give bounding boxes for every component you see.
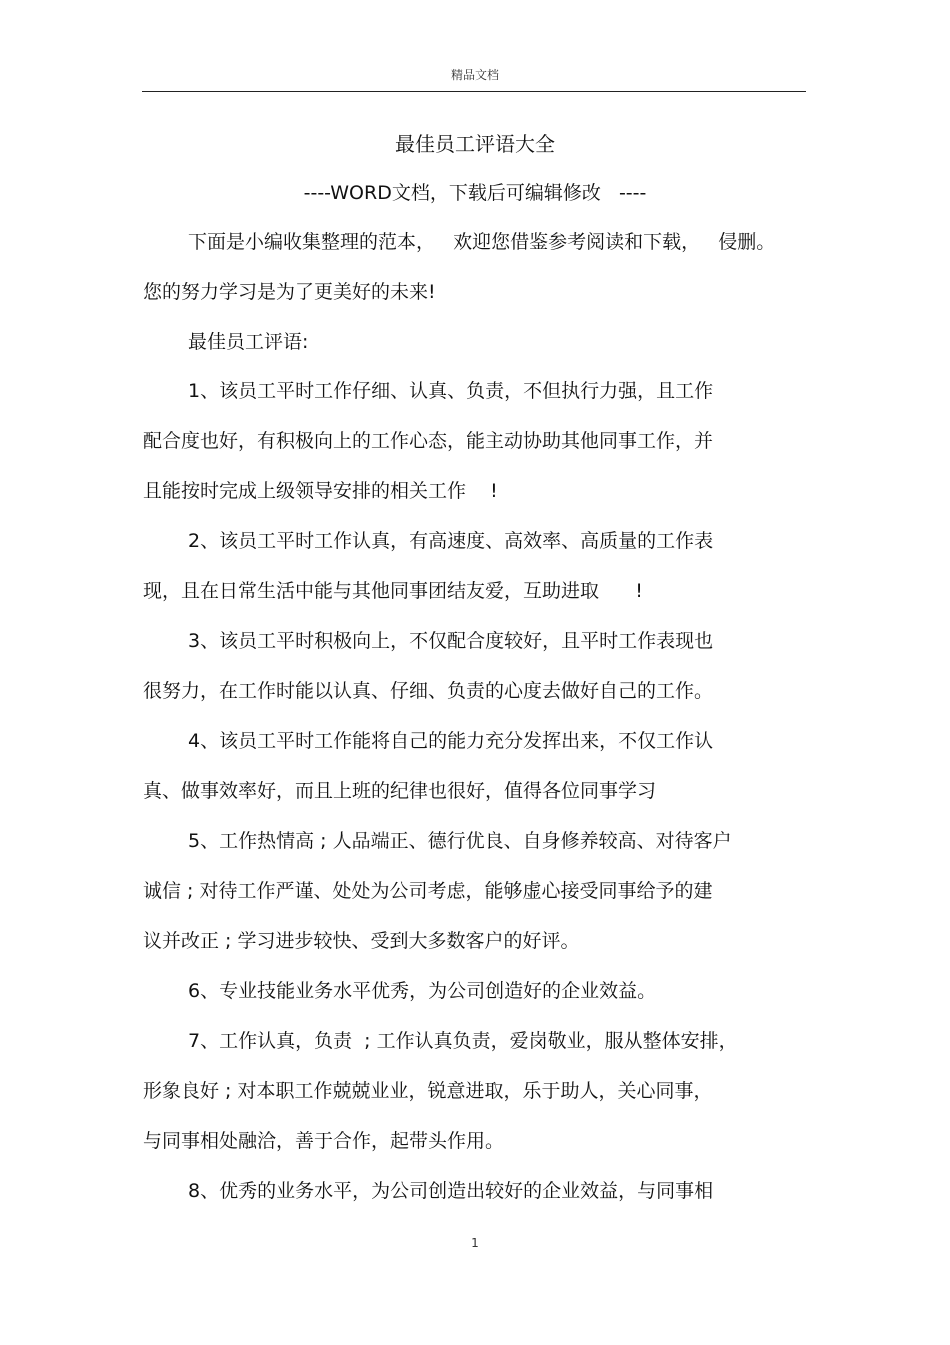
section-heading: 最佳员工评语: — [188, 331, 309, 353]
comment-7-line-3: 与同事相处融洽，善于合作，起带头作用。 — [143, 1130, 505, 1152]
comment-3-line-2: 很努力，在工作时能以认真、仔细、负责的心度去做好自己的工作。 — [143, 680, 714, 702]
header-divider — [142, 91, 806, 92]
comment-4-line-1: 4、该员工平时工作能将自己的能力充分发挥出来，不仅工作认 — [188, 730, 714, 752]
comment-3-line-1: 3、该员工平时积极向上，不仅配合度较好，且平时工作表现也 — [188, 630, 714, 652]
comment-7-line-1: 7、工作认真，负责 ; 工作认真负责，爱岗敬业，服从整体安排， — [188, 1030, 738, 1052]
comment-1-line-2: 配合度也好，有积极向上的工作心态，能主动协助其他同事工作，并 — [143, 430, 714, 452]
page-header: 精品文档 — [450, 68, 499, 82]
comment-2-line-2: 现，且在日常生活中能与其他同事团结友爱，互助进取 ! — [143, 580, 643, 602]
comment-6-line-1: 6、专业技能业务水平优秀，为公司创造好的企业效益。 — [188, 980, 657, 1002]
comment-7-line-2: 形象良好 ; 对本职工作兢兢业业，锐意进取，乐于助人，关心同事， — [143, 1080, 713, 1102]
comment-8-line-1: 8、优秀的业务水平，为公司创造出较好的企业效益，与同事相 — [188, 1180, 714, 1202]
comment-1-line-3: 且能按时完成上级领导安排的相关工作 ! — [143, 480, 498, 502]
comment-1-line-1: 1、该员工平时工作仔细、认真、负责，不但执行力强，且工作 — [188, 380, 714, 402]
document-title: 最佳员工评语大全 — [395, 132, 555, 156]
page-number: 1 — [471, 1236, 479, 1250]
document-subtitle: ----WORD文档，下载后可编辑修改 ---- — [303, 182, 647, 204]
intro-line-2: 您的努力学习是为了更美好的未来! — [143, 281, 436, 303]
intro-line-1: 下面是小编收集整理的范本， 欢迎您借鉴参考阅读和下载， 侵删。 — [188, 231, 776, 253]
comment-5-line-2: 诚信 ; 对待工作严谨、处处为公司考虑，能够虚心接受同事给予的建 — [143, 880, 713, 902]
comment-5-line-1: 5、工作热情高 ; 人品端正、德行优良、自身修养较高、对待客户 — [188, 830, 732, 852]
comment-5-line-3: 议并改正 ; 学习进步较快、受到大多数客户的好评。 — [143, 930, 580, 952]
comment-4-line-2: 真、做事效率好，而且上班的纪律也很好，值得各位同事学习 — [143, 780, 657, 802]
comment-2-line-1: 2、该员工平时工作认真，有高速度、高效率、高质量的工作表 — [188, 530, 714, 552]
